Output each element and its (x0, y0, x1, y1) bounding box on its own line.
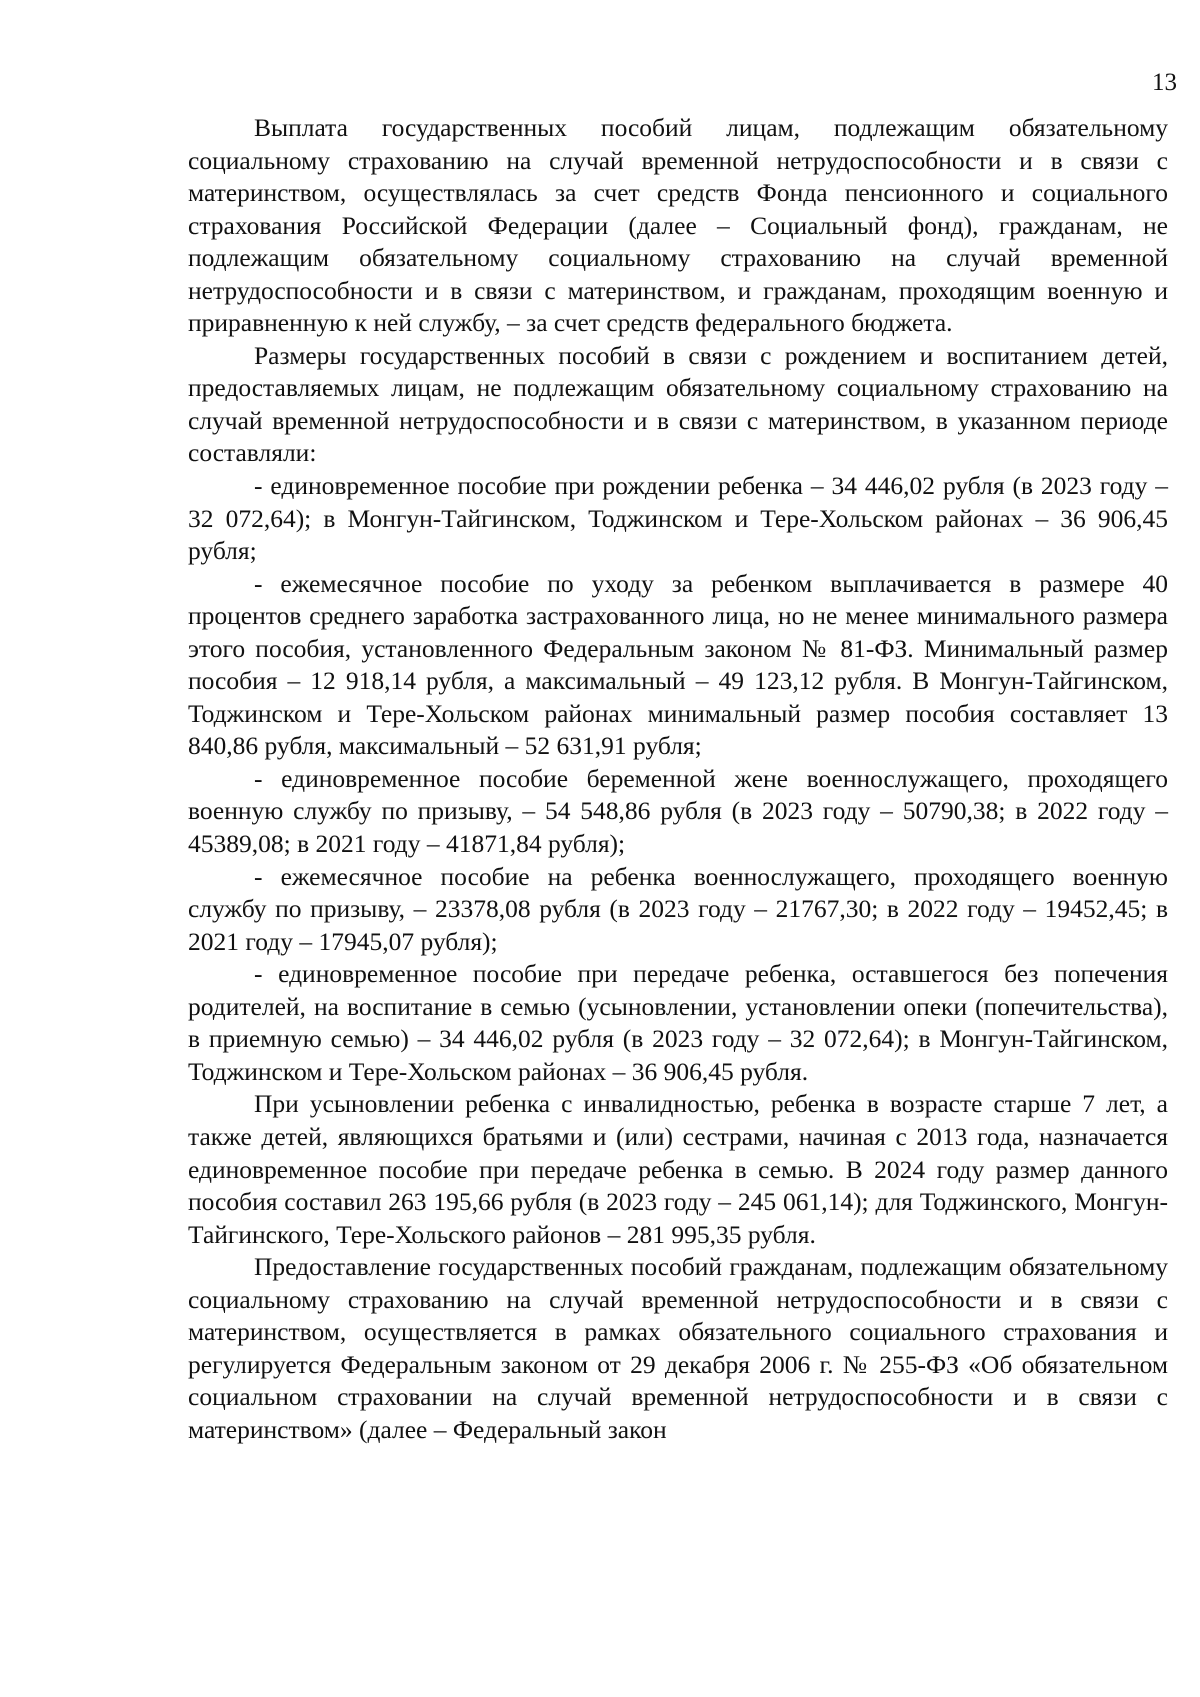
paragraph-benefits-funding: Выплата государственных пособий лицам, подлежащим обязательному социальному страхованию на случай временной нетрудоспособности и в связи с материнством, осуществлялась за счет средств Фонда пенсионного и социального страхования Российской Федерации (далее – Социальный фонд), гражданам, не подлежащим обязательному социальному страхованию на случай временной нетрудоспособности и в связи с материнством, и гражданам, проходящим военную и приравненную к ней службу, – за счет средств федерального бюджета. (188, 113, 1168, 338)
body-text (188, 112, 1168, 1446)
list-item-foster-placement-allowance: - единовременное пособие при передаче ребенка, оставшегося без попечения родителей, на воспитание в семью (усыновлении, установлении опеки (попечительства), в приемную семью) – 34 446,02 рубля (в 2023 году – 32 072,64); в Монгун-Тайгинском, Тоджинском и Тере-Хольском районах – 36 906,45 рубля. (188, 959, 1168, 1086)
list-item-pregnant-wife-allowance: - единовременное пособие беременной жене военнослужащего, проходящего военную службу по призыву, – 54 548,86 рубля (в 2023 году – 50790,38; в 2022 году – 45389,08; в 2021 году – 41871,84 рубля); (188, 763, 1168, 859)
page-number: 13 (1152, 69, 1177, 96)
list-item-conscript-child-allowance: - ежемесячное пособие на ребенка военнослужащего, проходящего военную службу по призыву, – 23378,08 рубля (в 2023 году – 21767,30; в 2022 году – 19452,45; в 2021 году – 17945,07 рубля); (188, 861, 1168, 956)
list-item-childcare-allowance: - ежемесячное пособие по уходу за ребенком выплачивается в размере 40 процентов среднего заработка застрахованного лица, но не менее минимального размера этого пособия, установленного Федеральным законом № 81-ФЗ. Минимальный размер пособия – 12 918,14 рубля, а максимальный – 49 123,12 рубля. В Монгун-Тайгинском, Тоджинском и Тере-Хольском районах минимальный размер пособия составляет 13 840,86 рубля, максимальный – 52 631,91 рубля; (188, 568, 1168, 761)
list-item-birth-allowance: - единовременное пособие при рождении ребенка – 34 446,02 рубля (в 2023 году – 32 072,64); в Монгун-Тайгинском, Тоджинском и Тере-Хольском районах – 36 906,45 рубля; (188, 471, 1168, 566)
paragraph-benefit-amounts-intro: Размеры государственных пособий в связи с рождением и воспитанием детей, предоставляемых лицам, не подлежащим обязательному социальному страхованию на случай временной нетрудоспособности и в связи с материнством, в указанном периоде составляли: (188, 340, 1168, 468)
paragraph-insured-benefits: Предоставление государственных пособий гражданам, подлежащим обязательному социальному страхованию на случай временной нетрудоспособности и в связи с материнством, осуществляется в рамках обязательного социального страхования и регулируется Федеральным законом от 29 декабря 2006 г. № 255-ФЗ «Об обязательном социальном страховании на случай временной нетрудоспособности и в связи с материнством» (далее – Федеральный закон (188, 1252, 1168, 1444)
paragraph-adoption-allowance: При усыновлении ребенка с инвалидностью, ребенка в возрасте старше 7 лет, а также детей, являющихся братьями и (или) сестрами, начиная с 2013 года, назначается единовременное пособие при передаче ребенка в семью. В 2024 году размер данного пособия составил 263 195,66 рубля (в 2023 году – 245 061,14); для Тоджинского, Монгун-Тайгинского, Тере-Хольского районов – 281 995,35 рубля. (188, 1089, 1168, 1249)
